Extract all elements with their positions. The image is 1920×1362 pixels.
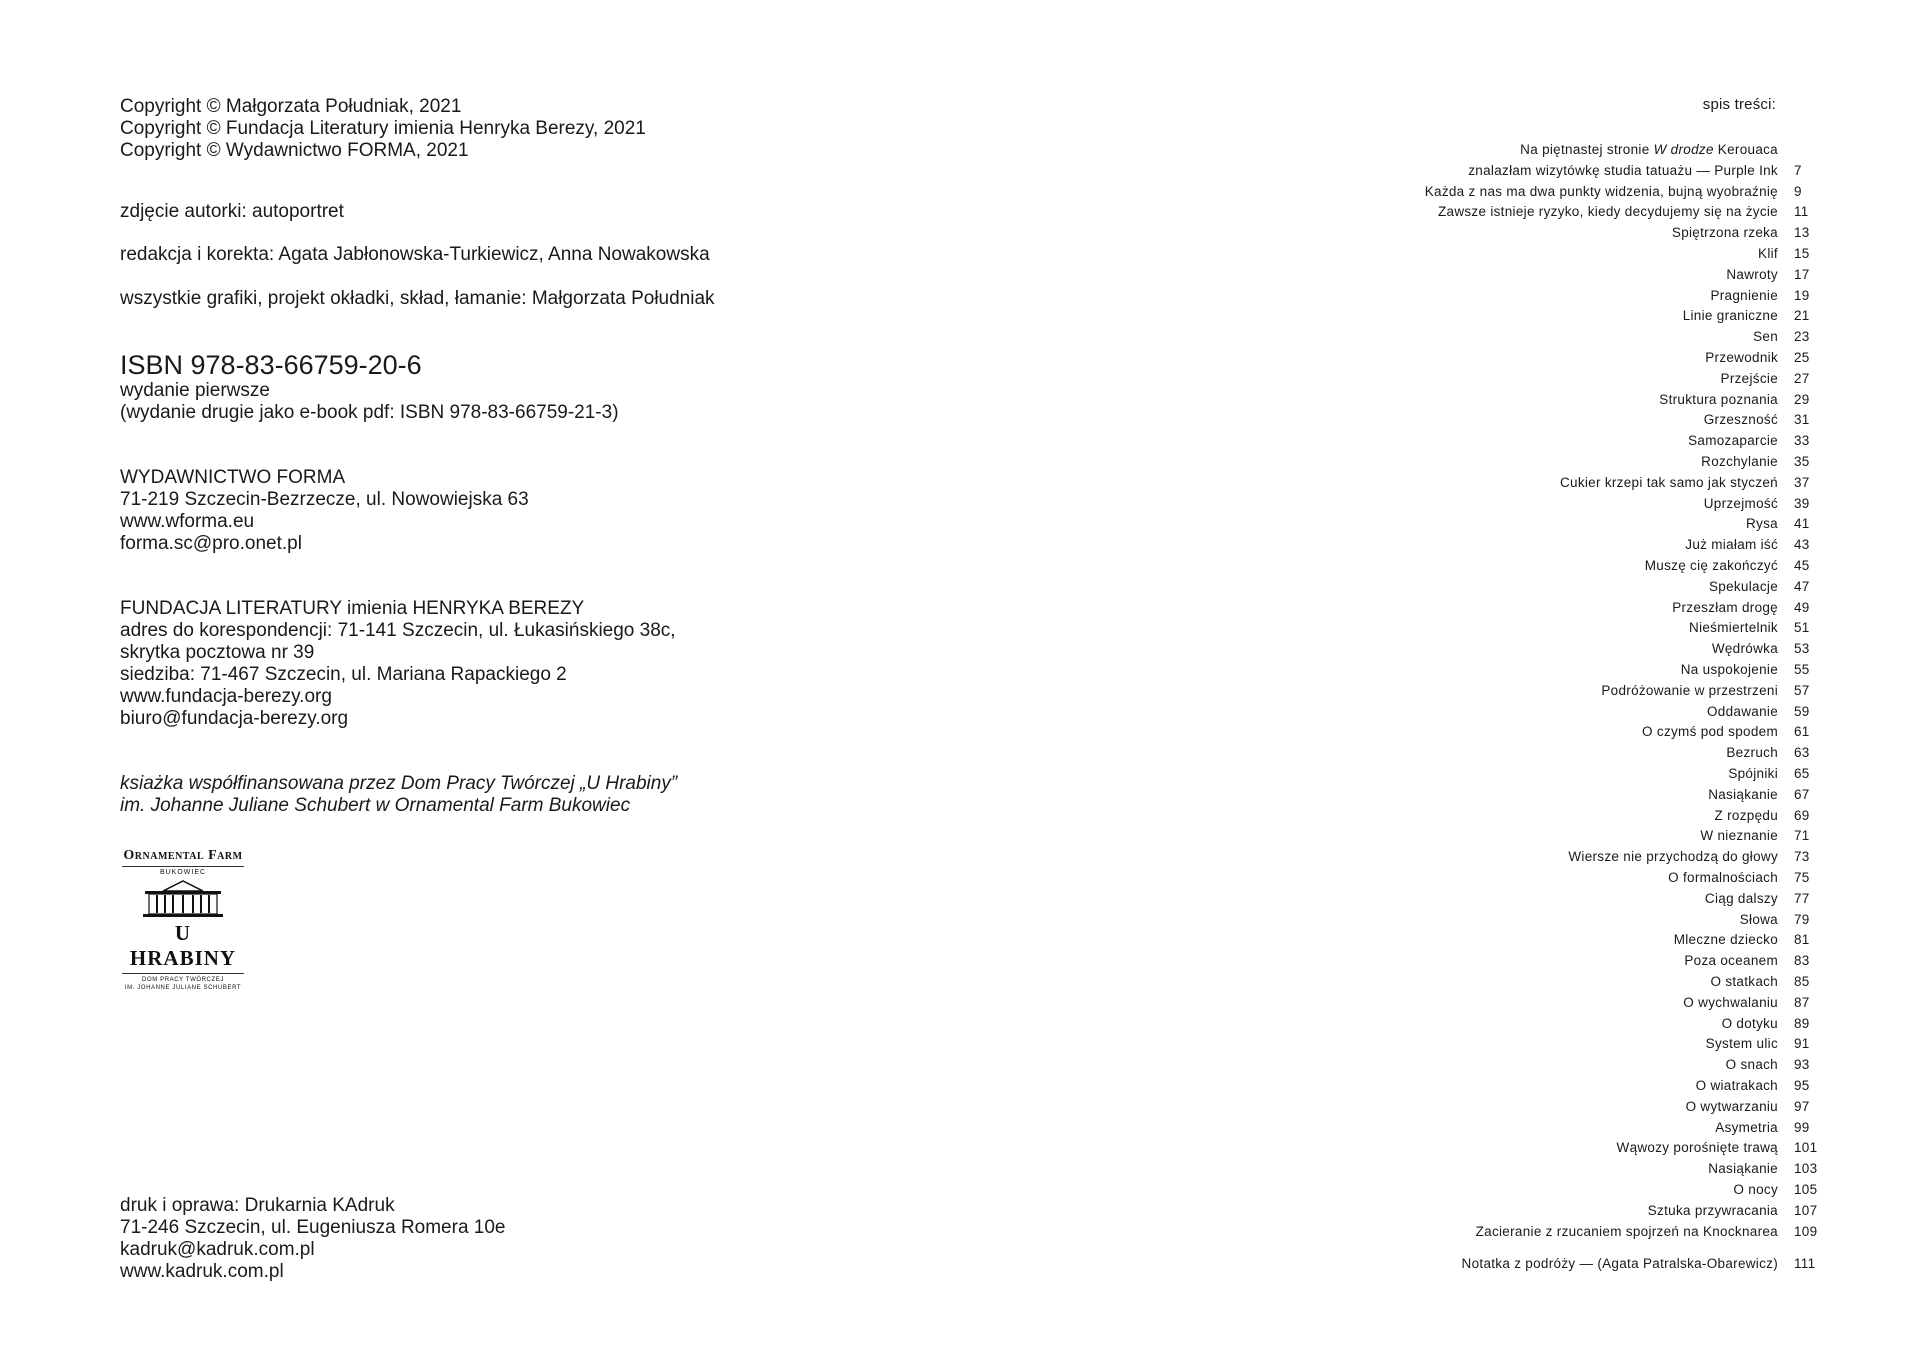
- toc-page-number: 63: [1794, 745, 1810, 761]
- toc-entry-title: Nieśmiertelnik: [1689, 620, 1778, 636]
- logo-brand: Ornamental Farm: [123, 848, 243, 863]
- toc-page-number: 67: [1794, 786, 1810, 802]
- toc-page-number: 93: [1794, 1057, 1810, 1073]
- edition-note: wydanie pierwsze: [120, 380, 270, 401]
- toc-row: [1300, 1159, 1830, 1179]
- toc-page-number: 97: [1794, 1098, 1810, 1114]
- toc-entry-title: System ulic: [1705, 1036, 1778, 1052]
- toc-row: [1300, 265, 1830, 285]
- toc-page-number: 105: [1794, 1182, 1818, 1197]
- toc-entry-title: Wąwozy porośnięte trawą: [1616, 1140, 1778, 1156]
- toc-page-number: 31: [1794, 412, 1810, 428]
- copyright-line: Copyright © Wydawnictwo FORMA, 2021: [120, 140, 469, 161]
- toc-page-number: 101: [1794, 1140, 1818, 1156]
- photo-credit: zdjęcie autorki: autoportret: [120, 201, 344, 222]
- toc-entry-title: W nieznanie: [1700, 828, 1778, 844]
- toc-row: [1300, 1097, 1830, 1117]
- toc-page-number: 13: [1794, 225, 1810, 241]
- toc-entry-title: Grzeszność: [1703, 412, 1778, 428]
- toc-row: [1300, 140, 1830, 160]
- toc-entry-title: Z rozpędu: [1714, 807, 1778, 823]
- toc-page-number: 61: [1794, 724, 1810, 740]
- toc-page-number: 79: [1794, 911, 1810, 927]
- toc-row: [1300, 286, 1830, 306]
- publisher-email: forma.sc@pro.onet.pl: [120, 533, 302, 554]
- toc-entry-title: Podróżowanie w przestrzeni: [1601, 682, 1778, 698]
- toc-row: [1300, 1118, 1830, 1138]
- toc-page-number: 91: [1794, 1036, 1810, 1052]
- toc-row-afterword: [1300, 1254, 1830, 1274]
- foundation-website: www.fundacja-berezy.org: [120, 686, 332, 707]
- toc-page-number: 69: [1794, 807, 1810, 823]
- foundation-block: [120, 598, 676, 730]
- toc-row: [1300, 598, 1830, 618]
- toc-row: [1300, 327, 1830, 347]
- toc-row: [1300, 868, 1830, 888]
- printer-name: druk i oprawa: Drukarnia KAdruk: [120, 1195, 395, 1216]
- toc-page-number: 9: [1794, 183, 1802, 199]
- toc-row: [1300, 764, 1830, 784]
- toc-row: [1300, 702, 1830, 722]
- toc-page-number: 109: [1794, 1223, 1818, 1239]
- toc-page-number: 45: [1794, 558, 1810, 573]
- manor-house-icon: [141, 879, 225, 919]
- toc-page-number: 81: [1794, 932, 1810, 948]
- toc-entry-title: Bezruch: [1726, 745, 1778, 761]
- toc-row: [1300, 1222, 1830, 1242]
- foundation-correspondence: adres do korespondencji: 71-141 Szczecin, ul. Łukasińskiego 38c,: [120, 620, 676, 641]
- toc-row: [1300, 1014, 1830, 1034]
- toc-row: [1300, 930, 1830, 950]
- publisher-name: WYDAWNICTWO FORMA: [120, 467, 346, 488]
- toc-entry-title: Oddawanie: [1707, 703, 1778, 719]
- toc-page-number: 29: [1794, 391, 1810, 407]
- toc-row: [1300, 785, 1830, 805]
- toc-page-number: 17: [1794, 266, 1810, 282]
- toc-entry-title: Spójniki: [1728, 766, 1778, 781]
- toc-entry-title: Nasiąkanie: [1708, 786, 1778, 802]
- toc-row: [1300, 1138, 1830, 1158]
- toc-page-number: 87: [1794, 994, 1810, 1010]
- toc-entry-title: Poza oceanem: [1684, 953, 1778, 969]
- toc-page-number: 85: [1794, 974, 1810, 989]
- toc-page-number: 25: [1794, 350, 1810, 365]
- logo-subtitle: DOM PRACY TWÓRCZEJ: [142, 977, 224, 983]
- copyright-line: Copyright © Fundacja Literatury imienia Henryka Berezy, 2021: [120, 118, 646, 139]
- toc-entry-title: Każda z nas ma dwa punkty widzenia, bujną wyobraźnię: [1424, 183, 1778, 199]
- toc-entry-title: Nawroty: [1726, 266, 1778, 282]
- toc-row: [1300, 202, 1830, 222]
- toc-entry-title: O statkach: [1710, 974, 1778, 989]
- foundation-po-box: skrytka pocztowa nr 39: [120, 642, 315, 663]
- toc-entry-title: [1520, 140, 1778, 160]
- toc-row: [1300, 348, 1830, 368]
- toc-row: [1300, 993, 1830, 1013]
- toc-page-number: 95: [1794, 1078, 1810, 1093]
- toc-row: [1300, 494, 1830, 514]
- toc-entry-title: Zawsze istnieje ryzyko, kiedy decydujemy się na życie: [1437, 204, 1778, 220]
- toc-entry-title: O formalnościach: [1668, 870, 1778, 885]
- toc-row: [1300, 910, 1830, 930]
- toc-page-number: 77: [1794, 890, 1810, 906]
- toc-entry-title: Sztuka przywracania: [1647, 1202, 1778, 1218]
- toc-entry-title: O wiatrakach: [1695, 1078, 1778, 1093]
- toc-entry-title: O dotyku: [1721, 1015, 1778, 1031]
- toc-entry-title: Przewodnik: [1705, 350, 1778, 365]
- toc-entry-title: Przeszłam drogę: [1672, 599, 1778, 615]
- toc-row: [1300, 1055, 1830, 1075]
- toc-entry-title: Spekulacje: [1708, 578, 1778, 594]
- toc-row: [1300, 223, 1830, 243]
- toc-page-number: 55: [1794, 662, 1810, 677]
- toc-page-number: 41: [1794, 516, 1810, 532]
- toc-page-number: 75: [1794, 870, 1810, 885]
- toc-page-number: 47: [1794, 578, 1810, 594]
- printer-address: 71-246 Szczecin, ul. Eugeniusza Romera 10e: [120, 1217, 506, 1238]
- toc-page-number: 27: [1794, 370, 1810, 386]
- toc-italic-title: W drodze: [1653, 142, 1714, 157]
- printer-website: www.kadruk.com.pl: [120, 1261, 284, 1282]
- toc-row: [1300, 1076, 1830, 1096]
- toc-row: [1300, 660, 1830, 680]
- toc-entry-title: Słowa: [1739, 911, 1778, 927]
- printer-block: [120, 1195, 506, 1283]
- copyright-block: [120, 96, 646, 162]
- toc-row: [1300, 639, 1830, 659]
- toc-row: [1300, 889, 1830, 909]
- toc-page-number: 89: [1794, 1015, 1810, 1031]
- logo-rule: [122, 866, 244, 867]
- toc-row: [1300, 1201, 1830, 1221]
- toc-entry-title: Muszę cię zakończyć: [1644, 558, 1778, 573]
- toc-page-number: 39: [1794, 495, 1810, 511]
- ebook-note: (wydanie drugie jako e-book pdf: ISBN 978-83-66759-21-3): [120, 402, 619, 423]
- toc-row: [1300, 390, 1830, 410]
- toc-page-number: 99: [1794, 1119, 1810, 1135]
- logo-place: BUKOWIEC: [159, 869, 207, 876]
- toc-page-number: 19: [1794, 287, 1810, 303]
- foundation-seat: siedziba: 71-467 Szczecin, ul. Mariana Rapackiego 2: [120, 664, 567, 685]
- toc-entry-title: Rozchylanie: [1701, 454, 1778, 469]
- toc-entry-title: Samozaparcie: [1688, 433, 1778, 449]
- publisher-block: [120, 467, 529, 555]
- toc-entry-title: Rysa: [1746, 516, 1778, 532]
- toc-page-number: 33: [1794, 433, 1810, 449]
- toc-entry-title: O wytwarzaniu: [1685, 1098, 1778, 1114]
- toc-page-number: 37: [1794, 474, 1810, 490]
- toc-entry-title: Pragnienie: [1710, 287, 1778, 303]
- toc-page-number: 53: [1794, 641, 1810, 657]
- toc-row: [1300, 1034, 1830, 1054]
- toc-row: [1300, 951, 1830, 971]
- toc-page-number: 107: [1794, 1202, 1818, 1218]
- toc-entry-title: Asymetria: [1715, 1119, 1778, 1135]
- toc-entry-title: Na uspokojenie: [1680, 662, 1778, 677]
- toc-entry-title: Cukier krzepi tak samo jak styczeń: [1559, 474, 1778, 490]
- credits-block: [120, 201, 344, 223]
- toc-row: [1300, 972, 1830, 992]
- toc-row: [1300, 431, 1830, 451]
- toc-row: [1300, 182, 1830, 202]
- toc-row: [1300, 514, 1830, 534]
- toc-first-line-text: Na piętnastej stronie: [1520, 142, 1654, 157]
- toc-entry-title: Wiersze nie przychodzą do głowy: [1568, 849, 1778, 865]
- toc-entry-title: O nocy: [1733, 1182, 1778, 1197]
- toc-entry-title: Struktura poznania: [1659, 391, 1778, 407]
- toc-row: [1300, 473, 1830, 493]
- publisher-website: www.wforma.eu: [120, 511, 255, 532]
- cofinancing-note: [120, 773, 677, 817]
- toc-page-number: 57: [1794, 682, 1810, 698]
- toc-entry-title: Sen: [1753, 329, 1778, 345]
- toc-entry-title: Już miałam iść: [1685, 537, 1778, 553]
- toc-entry-title: Ciąg dalszy: [1704, 890, 1778, 906]
- toc-entry-title: Nasiąkanie: [1708, 1161, 1778, 1177]
- toc-row: [1300, 1180, 1830, 1200]
- toc-page-number: 49: [1794, 599, 1810, 615]
- foundation-email: biuro@fundacja-berezy.org: [120, 708, 349, 729]
- toc-row: [1300, 161, 1830, 181]
- toc-row: [1300, 556, 1830, 576]
- toc-entry-title: Przejście: [1720, 370, 1778, 386]
- toc-entry-title: znalazłam wizytówkę studia tatuażu — Purple Ink: [1468, 162, 1778, 178]
- toc-page-number: 7: [1794, 162, 1802, 178]
- toc-row: [1300, 722, 1830, 742]
- toc-row: [1300, 618, 1830, 638]
- foundation-name: FUNDACJA LITERATURY imienia HENRYKA BEREZY: [120, 598, 585, 619]
- toc-row: [1300, 743, 1830, 763]
- toc-row: [1300, 535, 1830, 555]
- isbn-block: [120, 350, 619, 424]
- logo-subtitle: IM. JOHANNE JULIANE SCHUBERT: [124, 985, 242, 991]
- toc-entry-title: Klif: [1758, 246, 1778, 261]
- toc-entry-title: Wędrówka: [1711, 641, 1778, 657]
- toc-page-number: 71: [1794, 828, 1810, 844]
- isbn-number: ISBN 978-83-66759-20-6: [120, 350, 422, 380]
- toc-row: [1300, 452, 1830, 472]
- toc-row: [1300, 369, 1830, 389]
- toc-row: [1300, 410, 1830, 430]
- toc-entry-title: O czymś pod spodem: [1642, 724, 1778, 740]
- toc-row: [1300, 826, 1830, 846]
- toc-page-number: 11: [1794, 204, 1809, 220]
- toc-row: [1300, 806, 1830, 826]
- toc-entry-title: Spiętrzona rzeka: [1671, 225, 1778, 241]
- toc-page-number: 23: [1794, 329, 1810, 345]
- editing-credit: redakcja i korekta: Agata Jabłonowska-Turkiewicz, Anna Nowakowska: [120, 244, 710, 265]
- toc-page-number: 111: [1794, 1256, 1816, 1272]
- toc-row: [1300, 306, 1830, 326]
- toc-entry-title: Linie graniczne: [1682, 308, 1778, 324]
- toc-page-number: 21: [1794, 308, 1810, 324]
- toc-row: [1300, 577, 1830, 597]
- toc-page-number: 103: [1794, 1161, 1818, 1177]
- toc-page-number: 65: [1794, 766, 1810, 781]
- toc-entry-title: Zacieranie z rzucaniem spojrzeń na Knocknarea: [1475, 1223, 1778, 1239]
- publisher-address: 71-219 Szczecin-Bezrzecze, ul. Nowowiejska 63: [120, 489, 529, 510]
- toc-entry-title: Mleczne dziecko: [1673, 932, 1778, 948]
- u-hrabiny-logo: [122, 848, 244, 992]
- toc-page-number: 51: [1794, 620, 1810, 636]
- printer-email: kadruk@kadruk.com.pl: [120, 1239, 315, 1260]
- copyright-line: Copyright © Małgorzata Południak, 2021: [120, 96, 462, 117]
- toc-entry-title: O snach: [1725, 1057, 1778, 1073]
- cofinancing-line: ksiażka współfinansowana przez Dom Pracy Twórczej „U Hrabiny”: [120, 773, 678, 794]
- toc-entry-title: Notatka z podróży — (Agata Patralska-Obarewicz): [1461, 1256, 1778, 1272]
- graphics-credit: wszystkie grafiki, projekt okładki, skład, łamanie: Małgorzata Południak: [120, 288, 715, 309]
- toc-row: [1300, 244, 1830, 264]
- logo-rule: [122, 973, 244, 974]
- toc-page-number: 15: [1794, 246, 1810, 261]
- cofinancing-line: im. Johanne Juliane Schubert w Ornamental Farm Bukowiec: [120, 795, 631, 816]
- logo-name: U HRABINY: [129, 921, 237, 970]
- toc-page-number: 43: [1794, 537, 1810, 553]
- toc-entry-title: O wychwalaniu: [1683, 994, 1778, 1010]
- toc-page-number: 59: [1794, 703, 1810, 719]
- toc-row: [1300, 681, 1830, 701]
- toc-page-number: 83: [1794, 953, 1810, 969]
- toc-row: [1300, 847, 1830, 867]
- toc-entry-title: Uprzejmość: [1703, 495, 1778, 511]
- toc-first-line-text: Kerouaca: [1713, 142, 1778, 157]
- toc-page-number: 73: [1794, 849, 1810, 865]
- toc-page-number: 35: [1794, 454, 1810, 469]
- toc-title: spis treści:: [1702, 96, 1776, 113]
